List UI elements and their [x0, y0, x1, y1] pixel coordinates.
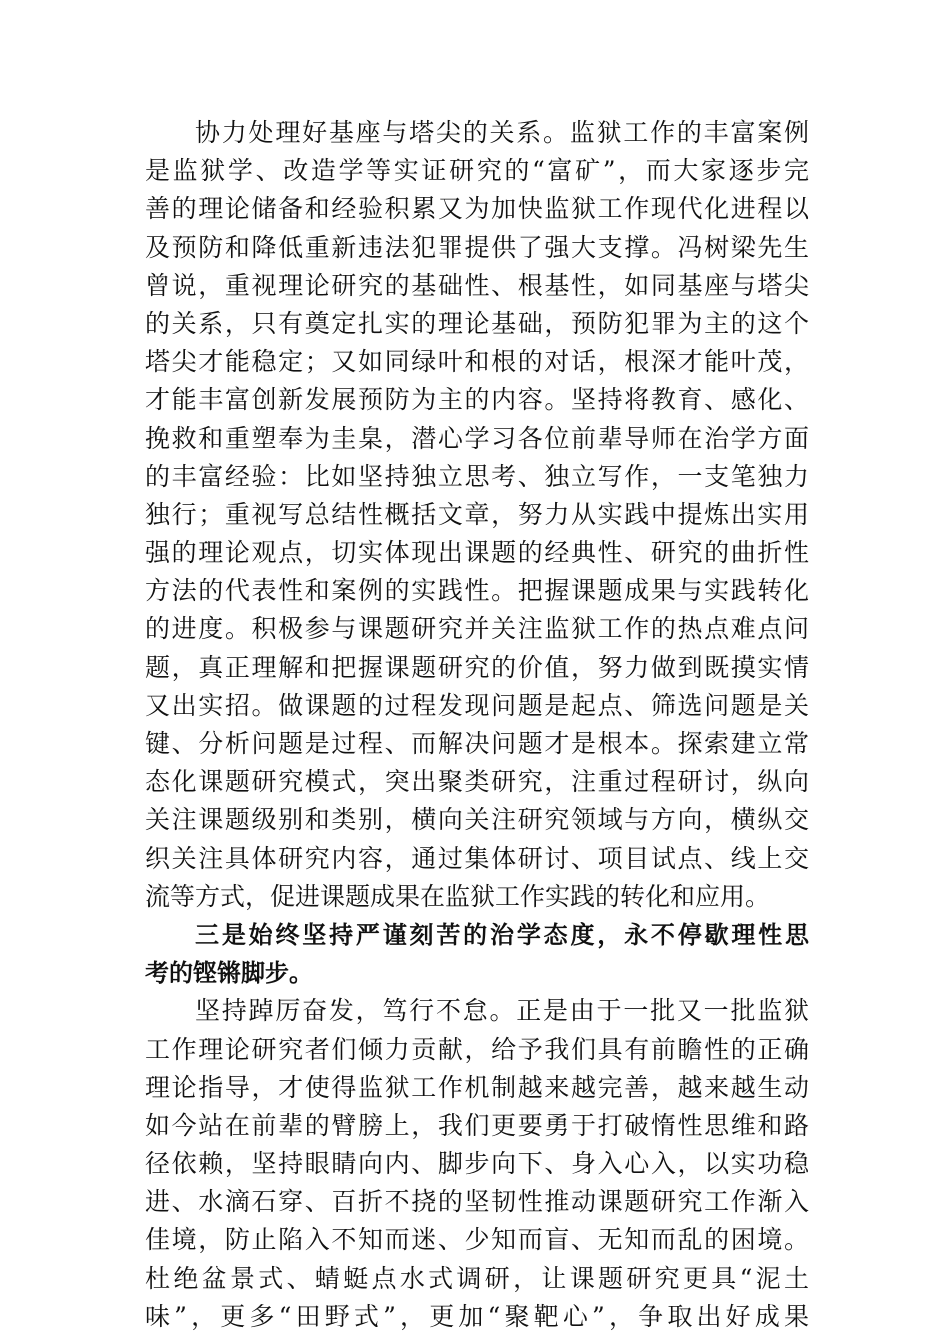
section-heading-line-2: 考的铿锵脚步。 [145, 959, 313, 988]
paragraph-3-line-7: 佳境，防止陷入不知而迷、少知而盲、无知而乱的困境。 [145, 1225, 809, 1255]
paragraph-1-line-20: 织关注具体研究内容，通过集体研讨、项目试点、线上交 [145, 843, 809, 873]
paragraph-1-line-9: 挽救和重塑奉为圭臬，潜心学习各位前辈导师在治学方面 [145, 423, 809, 453]
paragraph-3-line-5: 径依赖，坚持眼睛向内、脚步向下、身入心入，以实功稳 [145, 1149, 809, 1179]
paragraph-1-line-6: 的关系，只有奠定扎实的理论基础，预防犯罪为主的这个 [145, 308, 809, 338]
paragraph-1-line-11: 独行；重视写总结性概括文章，努力从实践中提炼出实用 [145, 499, 809, 529]
paragraph-3-line-4: 如今站在前辈的臂膀上，我们更要勇于打破惰性思维和路 [145, 1110, 809, 1140]
section-heading-line-1: 三是始终坚持严谨刻苦的治学态度，永不停歇理性思 [195, 920, 809, 949]
paragraph-1-line-4: 及预防和降低重新违法犯罪提供了强大支撑。冯树梁先生 [145, 232, 809, 262]
paragraph-1-line-15: 题，真正理解和把握课题研究的价值，努力做到既摸实情 [145, 652, 809, 682]
paragraph-1-line-12: 强的理论观点，切实体现出课题的经典性、研究的曲折性 [145, 538, 809, 568]
paragraph-1-line-8: 才能丰富创新发展预防为主的内容。坚持将教育、感化、 [145, 385, 809, 415]
paragraph-3-line-6: 进、水滴石穿、百折不挠的坚韧性推动课题研究工作渐入 [145, 1187, 809, 1217]
paragraph-3-line-8: 杜绝盆景式、蜻蜓点水式调研，让课题研究更具“泥土 [145, 1263, 809, 1293]
paragraph-1-line-10: 的丰富经验：比如坚持独立思考、独立写作，一支笔独力 [145, 461, 809, 491]
paragraph-1-line-21: 流等方式，促进课题成果在监狱工作实践的转化和应用。 [145, 881, 771, 911]
paragraph-1-line-5: 曾说，重视理论研究的基础性、根基性，如同基座与塔尖 [145, 270, 809, 300]
paragraph-3-line-2: 工作理论研究者们倾力贡献，给予我们具有前瞻性的正确 [145, 1034, 809, 1064]
paragraph-1-line-19: 关注课题级别和类别，横向关注研究领域与方向，横纵交 [145, 805, 809, 835]
paragraph-1-line-7: 塔尖才能稳定；又如同绿叶和根的对话，根深才能叶茂， [145, 347, 809, 377]
paragraph-3-line-1: 坚持踔厉奋发，笃行不怠。正是由于一批又一批监狱 [195, 996, 809, 1026]
paragraph-3-line-3: 理论指导，才使得监狱工作机制越来越完善，越来越生动 [145, 1072, 809, 1102]
paragraph-1-line-17: 键、分析问题是过程、而解决问题才是根本。探索建立常 [145, 729, 809, 758]
paragraph-1-line-1: 协力处理好基座与塔尖的关系。监狱工作的丰富案例 [195, 118, 809, 147]
paragraph-3-line-9: 味”，更多“田野式”，更加“聚靶心”，争取出好成果 [145, 1301, 809, 1331]
paragraph-1-line-3: 善的理论储备和经验积累又为加快监狱工作现代化进程以 [145, 194, 809, 224]
paragraph-1-line-13: 方法的代表性和案例的实践性。把握课题成果与实践转化 [145, 576, 809, 606]
paragraph-1-line-14: 的进度。积极参与课题研究并关注监狱工作的热点难点问 [145, 614, 809, 644]
paragraph-1-line-18: 态化课题研究模式，突出聚类研究，注重过程研讨，纵向 [145, 767, 809, 797]
paragraph-1-line-16: 又出实招。做课题的过程发现问题是起点、筛选问题是关 [145, 690, 809, 720]
document-body [145, 114, 809, 1336]
paragraph-1-line-2: 是监狱学、改造学等实证研究的“富矿”，而大家逐步完 [145, 156, 809, 186]
